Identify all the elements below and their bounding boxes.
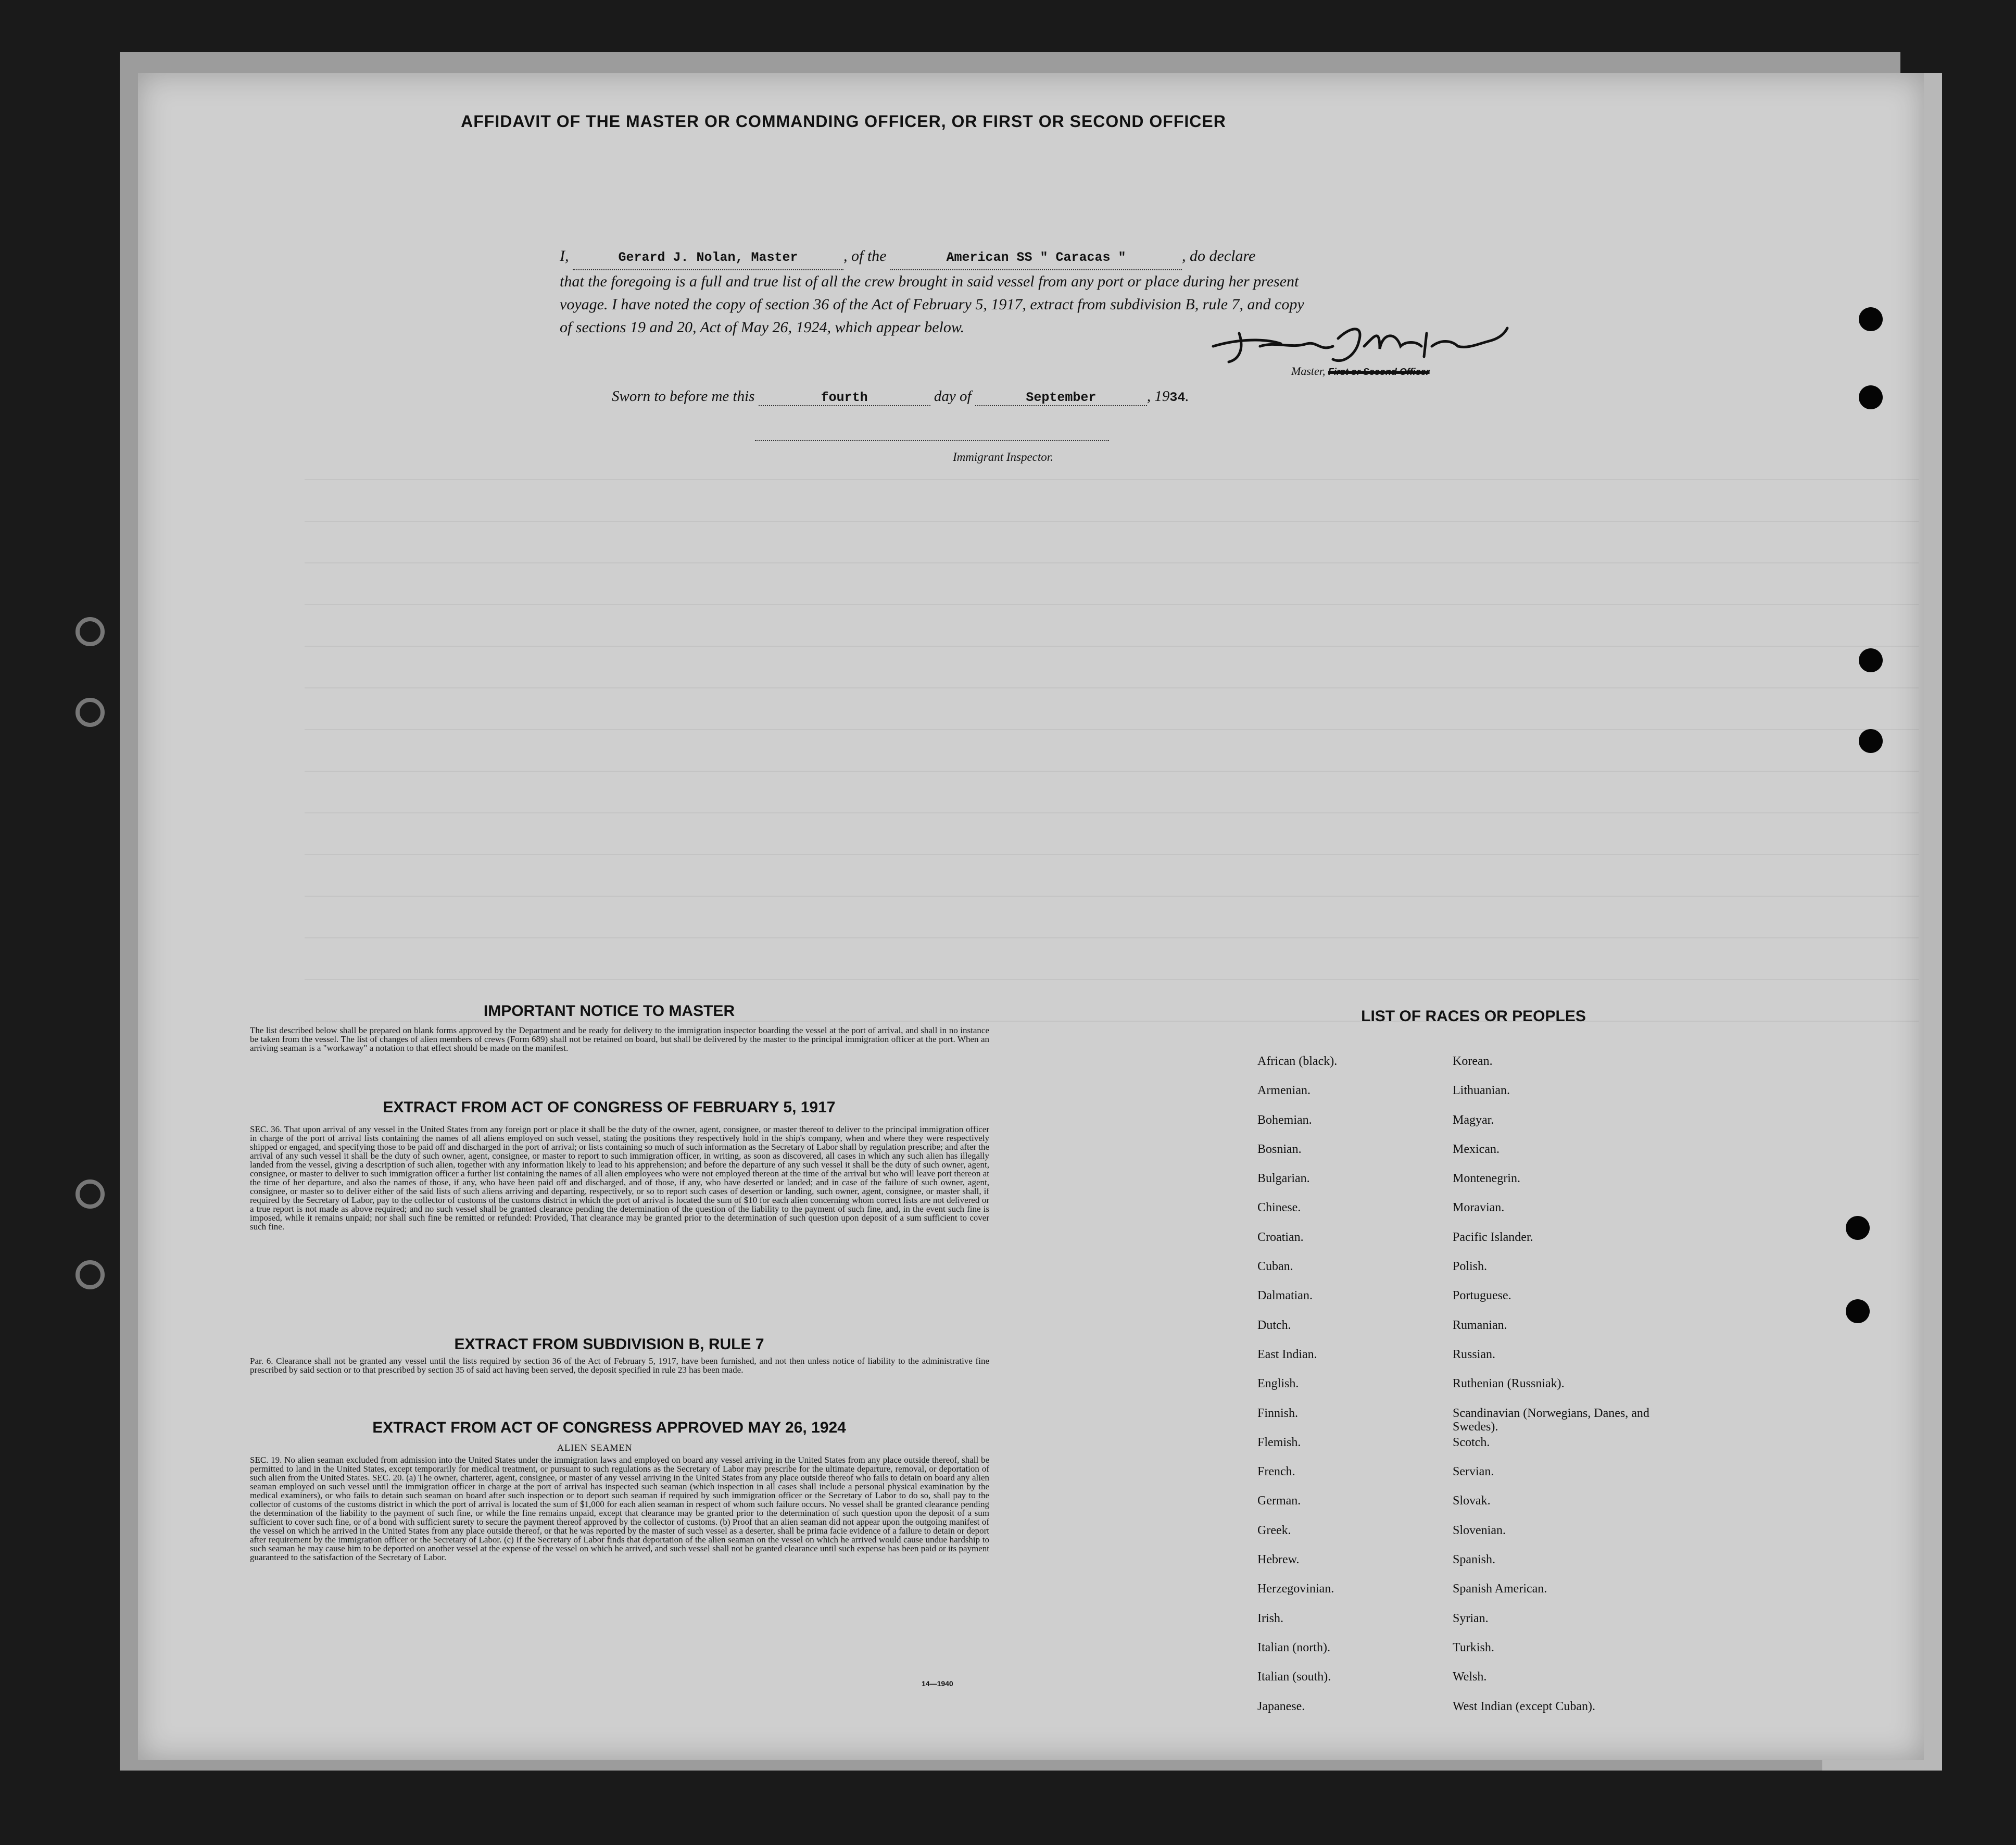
- race-item: Polish.: [1453, 1260, 1488, 1274]
- race-item: Korean.: [1453, 1055, 1493, 1068]
- sworn-line: Sworn to before me this fourth day of September , 1934.: [612, 388, 1189, 405]
- race-item: West Indian (except Cuban).: [1453, 1699, 1595, 1713]
- affidavit-title: AFFIDAVIT OF THE MASTER OR COMMANDING OFFICER, OR FIRST OR SECOND OFFICER: [461, 112, 1226, 131]
- binder-ring-icon: [75, 617, 105, 646]
- race-item: Rumanian.: [1453, 1318, 1507, 1332]
- extract-1917-title: EXTRACT FROM ACT OF CONGRESS OF FEBRUARY 5, 1917: [383, 1099, 836, 1116]
- punch-hole-icon: [1859, 729, 1883, 753]
- races-column-1: [1257, 1055, 1337, 1729]
- race-item: Ruthenian (Russniak).: [1453, 1377, 1565, 1391]
- race-item: Croatian.: [1257, 1230, 1304, 1244]
- race-item: Mexican.: [1453, 1142, 1500, 1156]
- notice-text: The list described below shall be prepared on blank forms approved by the Department and be ready for delivery to the immigration inspector boarding the vessel at the port of arrival, and shall in no instance be taken from the vessel. The list of changes of alien members of crews (Form 689) shall not be retained on board, but shall be delivered by the master to the principal immigration officer at the port. When an arriving seaman is a "workaway" a notation to that effect should be made on the manifest.: [250, 1025, 989, 1053]
- race-item: Pacific Islander.: [1453, 1230, 1533, 1244]
- master-label: Master,: [1291, 365, 1326, 378]
- punch-hole-icon: [1859, 385, 1883, 409]
- extract-1924-title: EXTRACT FROM ACT OF CONGRESS APPROVED MAY 26, 1924: [372, 1419, 846, 1436]
- extract-1924-text: SEC. 19. No alien seaman excluded from admission into the United States under the immigration laws and employed on board any vessel arriving in the United States from any place outside thereof, shall be permitted to land in the United States, except temporarily for medical treatment, or pursuant to such regulations as the Secretary of Labor may prescribe for the ultimate departure, removal, or deportation of such alien from the United States. SEC. 20. (a) The owner, charterer, agent, consignee, or master of any vessel arriving in the United States from any place outside thereof who fails to detain on board any alien seaman employed on such vessel until the immigration officer in charge at the port of arrival has inspected such seaman (which inspection in all cases shall include a personal physical examination by the medical examiners), or who fails to detain such seaman on board after such inspection or to deport such seaman if required by such immigration officer or the Secretary of Labor to do so, shall pay to the collector of customs of the customs district in which the port of arrival is located the sum of $1,000 for each alien seaman in respect of whom such failure occurs. No vessel shall be granted clearance pending the determination of the liability to the payment of such fine, or while the fine remains unpaid, except that clearance may be granted prior to the determination of such question upon the deposit of a sum sufficient to cover such fine, or of a bond with sufficient surety to secure the payment thereof approved by the collector of customs. (b) Proof that an alien seaman did not appear upon the outgoing manifest of the vessel on which he arrived in the United States from any place outside thereof, or that he was reported by the master of such vessel as a deserter, shall be prima facie evidence of a failure to detain or deport after requirement by the immigration officer or the Secretary of Labor. (c) If the Secretary of Labor finds that deportation of the alien seaman on the vessel on which he arrived would cause undue hardship to such seaman he may cause him to be deported on another vessel at the expense of the vessel on which he arrived, and such vessel shall not be granted clearance until such expense has been paid or its payment guaranteed to the satisfaction of the Secretary of Labor.: [250, 1455, 989, 1562]
- race-item: Spanish.: [1453, 1553, 1496, 1567]
- race-item: Magyar.: [1453, 1113, 1494, 1127]
- race-item: Montenegrin.: [1453, 1172, 1520, 1186]
- year-suffix: 34: [1169, 390, 1186, 405]
- race-item: Hebrew.: [1257, 1553, 1300, 1567]
- race-item: Scandinavian (Norwegians, Danes, and Swedes).: [1453, 1406, 1649, 1434]
- master-title-line: [1291, 365, 1430, 378]
- race-item: English.: [1257, 1377, 1299, 1391]
- race-item: Moravian.: [1453, 1201, 1505, 1215]
- vessel-name-field: American SS " Caracas ": [890, 246, 1182, 270]
- affidavit-line-3: voyage. I have noted the copy of section 36 of the Act of February 5, 1917, extract from subdivision B, rule 7, and copy: [560, 296, 1304, 313]
- race-item: Lithuanian.: [1453, 1084, 1510, 1098]
- race-item: Dutch.: [1257, 1318, 1291, 1332]
- race-item: Slovenian.: [1453, 1523, 1506, 1537]
- year-prefix: , 19: [1146, 388, 1170, 405]
- affidavit-line-4: of sections 19 and 20, Act of May 26, 1924, which appear below.: [560, 319, 965, 336]
- binder-ring-icon: [75, 1179, 105, 1209]
- sworn-day-field: fourth: [759, 390, 930, 406]
- race-item: Servian.: [1453, 1465, 1494, 1479]
- race-item: Armenian.: [1257, 1084, 1311, 1098]
- race-item: Bosnian.: [1257, 1142, 1302, 1156]
- punch-hole-icon: [1846, 1216, 1870, 1240]
- race-item: Turkish.: [1453, 1640, 1494, 1654]
- do-declare-label: , do declare: [1182, 247, 1256, 265]
- binder-ring-icon: [75, 1260, 105, 1289]
- binder-ring-icon: [75, 698, 105, 727]
- race-item: French.: [1257, 1465, 1295, 1479]
- race-item: Spanish American.: [1453, 1582, 1547, 1596]
- race-item: German.: [1257, 1494, 1301, 1508]
- race-item: Syrian.: [1453, 1611, 1489, 1625]
- race-item: Bohemian.: [1257, 1113, 1312, 1127]
- inspector-label: Immigrant Inspector.: [953, 450, 1053, 463]
- race-item: African (black).: [1257, 1055, 1338, 1068]
- race-item: Scotch.: [1453, 1435, 1490, 1449]
- race-item: Welsh.: [1453, 1670, 1487, 1684]
- race-item: Italian (north).: [1257, 1640, 1330, 1654]
- race-item: Japanese.: [1257, 1699, 1305, 1713]
- race-item: Greek.: [1257, 1523, 1291, 1537]
- sworn-month-field: September: [975, 390, 1147, 406]
- alien-seamen-subtitle: ALIEN SEAMEN: [557, 1442, 633, 1453]
- race-item: Bulgarian.: [1257, 1172, 1310, 1186]
- race-item: Portuguese.: [1453, 1289, 1511, 1303]
- punch-hole-icon: [1859, 307, 1883, 331]
- day-of-label: day of: [934, 388, 972, 405]
- race-item: Herzegovinian.: [1257, 1582, 1334, 1596]
- races-column-2: [1453, 1055, 1650, 1729]
- race-item: Flemish.: [1257, 1435, 1301, 1449]
- race-item: Cuban.: [1257, 1260, 1293, 1274]
- affidavit-i-label: I,: [560, 247, 569, 265]
- struck-officer-text: First or Second Officer: [1328, 367, 1430, 377]
- race-item: Finnish.: [1257, 1406, 1299, 1420]
- race-item: Italian (south).: [1257, 1670, 1331, 1684]
- race-item: Slovak.: [1453, 1494, 1491, 1508]
- extract-1917-text: SEC. 36. That upon arrival of any vessel in the United States from any foreign port or place it shall be the duty of the owner, agent, consignee, or master thereof to deliver to the principal immigration officer in charge of the port of arrival lists containing the names of all aliens employed on such vessel, stating the positions they respectively hold in the ship's company, when and where they were respectively shipped or engaged, and specifying those to be paid off and discharged in the port of arrival; or lists containing so much of such information as the Secretary of Labor shall by regulation prescribe; and after the arrival of any such vessel it shall be the duty of such owner, agent, consignee, or master to report to such immigration officer, in writing, as soon as discovered, all cases in which any such alien has illegally landed from the vessel, giving a description of such alien, together with any information likely to lead to his apprehension; and before the departure of any such vessel it shall be the duty of such owner, agent, consignee, or master to deliver to such immigration officer a further list containing the names of all alien employees who were not employed thereon at the time of the arrival but who will leave port thereon at the time of her departure, and also the names of those, if any, who have been paid off and discharged, and of those, if any, who have deserted or landed; and in case of the failure of such owner, agent, consignee, or master so to deliver either of the said lists of such aliens arriving and departing, respectively, or so to report such cases of desertion or landing, such owner, agent, consignee, or master shall, if required by the Secretary of Labor, pay to the collector of customs of the customs district in which the port of arrival is located the sum of $10 for each alien concerning whom correct lists are not delivered or a true report is not made as above required; and no such vessel shall be granted clearance pending the determination of the question of the liability to the payment of such fine, and, in the event such fine is imposed, while it remains unpaid; nor shall such fine be remitted or refunded: Provided, That clearance may be granted prior to the determination of such question upon deposit of a sum sufficient to cover such fine.: [250, 1124, 989, 1232]
- extract-rule7-title: EXTRACT FROM SUBDIVISION B, RULE 7: [454, 1336, 764, 1353]
- of-the-label: , of the: [843, 247, 887, 265]
- race-item: Russian.: [1453, 1347, 1496, 1361]
- punch-hole-icon: [1846, 1299, 1870, 1323]
- races-title: LIST OF RACES OR PEOPLES: [1361, 1008, 1586, 1025]
- race-item: Irish.: [1257, 1611, 1283, 1625]
- notice-title: IMPORTANT NOTICE TO MASTER: [483, 1002, 735, 1020]
- inspector-signature-line: [755, 440, 1109, 441]
- form-number: 14—1940: [922, 1679, 953, 1688]
- affidavit-line-2: that the foregoing is a full and true list of all the crew brought in said vessel from any port or place during her present: [560, 273, 1299, 290]
- race-item: Dalmatian.: [1257, 1289, 1313, 1303]
- race-item: Chinese.: [1257, 1201, 1301, 1215]
- master-signature: [1208, 318, 1510, 370]
- race-item: East Indian.: [1257, 1347, 1317, 1361]
- master-name-field: Gerard J. Nolan, Master: [573, 246, 843, 270]
- extract-rule7-text: Par. 6. Clearance shall not be granted any vessel until the lists required by section 36 of the Act of February 5, 1917, have been furnished, and not then unless notice of liability to the administrative fine prescribed by said section or to that prescribed by section 35 of said act having been served, the deposit specified in rule 23 has been made.: [250, 1356, 989, 1375]
- punch-hole-icon: [1859, 648, 1883, 672]
- sworn-label: Sworn to before me this: [612, 388, 755, 405]
